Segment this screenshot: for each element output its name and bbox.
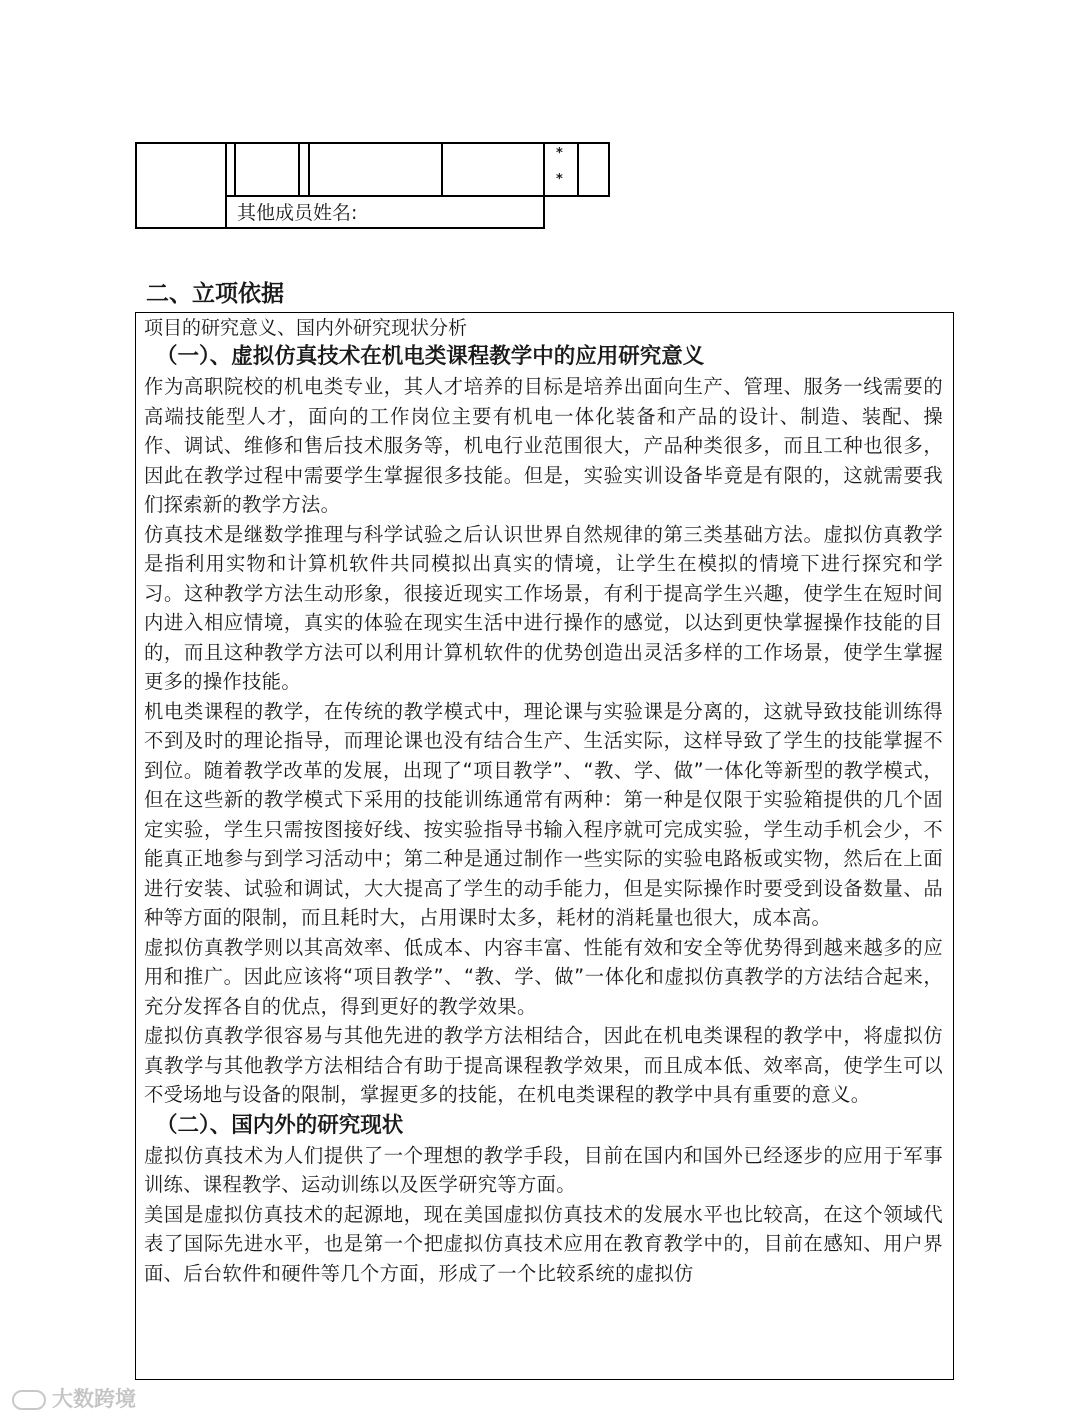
box-title: 项目的研究意义、国内外研究现状分析 bbox=[144, 317, 468, 339]
member-info-table bbox=[135, 142, 610, 228]
table-border bbox=[441, 142, 443, 196]
table-border bbox=[298, 142, 300, 196]
section-heading: 二、立项依据 bbox=[146, 281, 284, 307]
paragraph: 虚拟仿真教学很容易与其他先进的教学方法相结合，因此在机电类课程的教学中，将虚拟仿真教学与其他教学方法相结合有助于提高课程教学效果，而且成本低、效率高，使学生可以不受场地与设备的限制，掌握更多的技能，在机电类课程的教学中具有重要的意义。 bbox=[144, 1024, 943, 1106]
star-mark: * bbox=[556, 146, 563, 161]
table-border bbox=[577, 142, 579, 196]
watermark-text: 大数跨境 bbox=[52, 1387, 136, 1411]
table-border bbox=[225, 195, 610, 197]
paragraph: 虚拟仿真教学则以其高效率、低成本、内容丰富、性能有效和安全等优势得到越来越多的应用和推广。因此应该将“项目教学”、“教、学、做”一体化和虚拟仿真教学的方法结合起来，充分发挥各自的优点，得到更好的教学效果。 bbox=[144, 935, 943, 1018]
paragraph: 机电类课程的教学，在传统的教学模式中，理论课与实验课是分离的，这就导致技能训练得不到及时的理论指导，而理论课也没有结合生产、生活实际，这样导致了学生的技能掌握不到位。随着教学改革的发展，出现了“项目教学”、“教、学、做”一体化等新型的教学模式，但在这些新的教学模式下采用的技能训练通常有两种：第一种是仅限于实验箱提供的几个固定实验，学生只需按图接好线、按实验指导书输入程序就可完成实验，学生动手机会少，不能真正地参与到学习活动中；第二种是通过制作一些实际的实验电路板或实物，然后在上面进行安装、试验和调试，大大提高了学生的动手能力，但是实际操作时要受到设备数量、品种等方面的限制，而且耗时大，占用课时太多，耗材的消耗量也很大，成本高。 bbox=[144, 699, 943, 929]
table-border bbox=[225, 142, 227, 228]
table-border bbox=[135, 142, 137, 228]
table-border bbox=[135, 227, 545, 229]
watermark-logo-icon bbox=[12, 1390, 46, 1410]
paragraph: 虚拟仿真技术为人们提供了一个理想的教学手段，目前在国内和国外已经逐步的应用于军事训练、课程教学、运动训练以及医学研究等方面。 bbox=[144, 1143, 943, 1196]
paragraph: 美国是虚拟仿真技术的起源地，现在美国虚拟仿真技术的发展水平也比较高，在这个领域代表了国际先进水平，也是第一个把虚拟仿真技术应用在教育教学中的，目前在感知、用户界面、后台软件和硬件等几个方面，形成了一个比较系统的虚拟仿 bbox=[144, 1202, 943, 1285]
other-members-label: 其他成员姓名: bbox=[237, 202, 358, 224]
part1-heading: （一）、虚拟仿真技术在机电类课程教学中的应用研究意义 bbox=[156, 344, 705, 369]
star-mark: * bbox=[556, 172, 563, 187]
table-border bbox=[135, 142, 610, 144]
paragraph: 作为高职院校的机电类专业，其人才培养的目标是培养出面向生产、管理、服务一线需要的高端技能型人才，面向的工作岗位主要有机电一体化装备和产品的设计、制造、装配、操作、调试、维修和售后技术服务等，机电行业范围很大，产品种类很多，而且工种也很多，因此在教学过程中需要学生掌握很多技能。但是，实验实训设备毕竟是有限的，这就需要我们探索新的教学方法。 bbox=[144, 375, 943, 516]
part2-heading: （二）、国内外的研究现状 bbox=[156, 1112, 404, 1138]
paragraph: 仿真技术是继数学推理与科学试验之后认识世界自然规律的第三类基础方法。虚拟仿真教学是指利用实物和计算机软件共同模拟出真实的情境，让学生在模拟的情境下进行探究和学习。这种教学方法生动形象，很接近现实工作场景，有利于提高学生兴趣，使学生在短时间内进入相应情境，真实的体验在现实生活中进行操作的感觉，以达到更快掌握操作技能的目的，而且这种教学方法可以利用计算机软件的优势创造出灵活多样的工作场景，使学生掌握更多的操作技能。 bbox=[144, 522, 943, 693]
table-border bbox=[543, 142, 545, 228]
table-border bbox=[308, 142, 310, 196]
table-border bbox=[234, 142, 236, 196]
research-basis-box bbox=[135, 312, 954, 1380]
table-border bbox=[608, 142, 610, 196]
watermark bbox=[12, 1386, 136, 1412]
